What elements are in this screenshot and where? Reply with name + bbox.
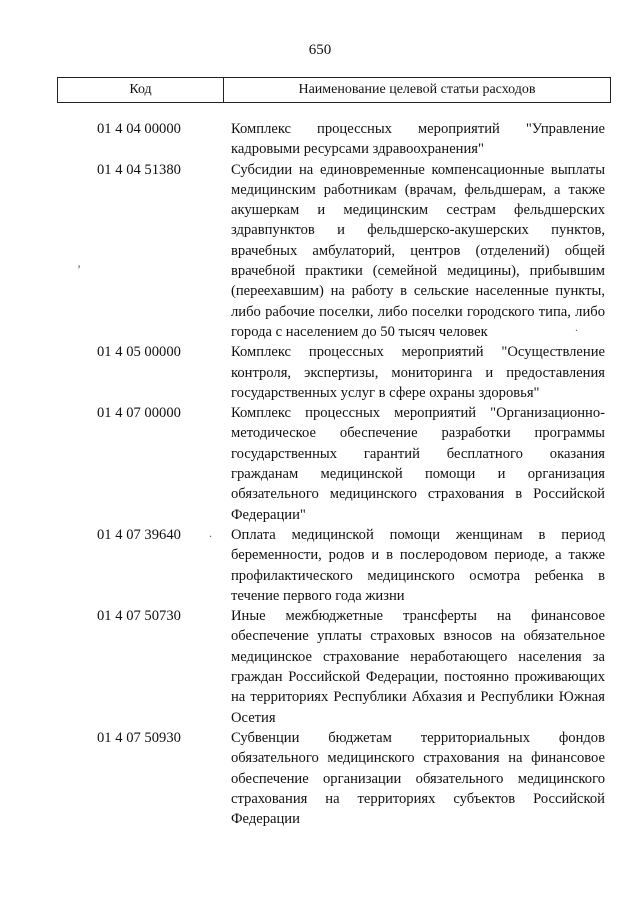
header-code: Код — [58, 78, 224, 102]
table-row — [57, 728, 611, 830]
row-text: Оплата медицинской помощи женщинам в период беременности, родов и в послеродовом периоде, а также профилактического медицинского осмотра ребенка в течение первого года жизни — [231, 526, 605, 604]
table-body — [57, 119, 611, 829]
table-row — [57, 606, 611, 728]
row-code: 01 4 07 39640 — [97, 526, 181, 543]
row-code: 01 4 07 00000 — [97, 405, 181, 422]
row-code: 01 4 05 00000 — [97, 344, 181, 361]
row-code: 01 4 07 50730 — [97, 608, 181, 625]
row-text: Комплекс процессных мероприятий "Управление кадровыми ресурсами здравоохранения" — [231, 121, 605, 158]
row-code: 01 4 04 00000 — [97, 121, 181, 137]
row-text: Иные межбюджетные трансферты на финансовое обеспечение уплаты страховых взносов на обязательное медицинское страхование неработающего населения за граждан Российской Федерации, постоянно проживающих на территориях Республики Абхазия и Республики Южная Осетия — [231, 608, 605, 726]
row-text: Комплекс процессных мероприятий "Организационно-методическое обеспечение разработки программы государственных гарантий бесплатного оказания гражданам медицинской помощи и организация обязательного медицинского страхования в Российской Федерации" — [231, 405, 605, 523]
row-code: 01 4 04 51380 — [97, 161, 181, 178]
scan-speck: ’ — [77, 262, 81, 276]
table-row — [57, 342, 611, 403]
row-text: Субсидии на единовременные компенсационные выплаты медицинским работникам (врачам, фельдшерам, а также акушеркам и медицинским сестрам фельдшерских здравпунктов и фельдшерско-акушерских пунктов, врачебных амбулаторий, центров (отделений) общей врачебной практики (семейной медицины), прибывшим (переехавшим) на работу в сельские населенные пункты, либо рабочие поселки, либо поселки городского типа, либо города с населением до 50 тысяч человек — [231, 161, 605, 340]
table-row — [57, 403, 611, 525]
scan-speck: . — [209, 526, 212, 540]
table-header — [57, 77, 611, 103]
table-row — [57, 119, 611, 160]
row-text: Комплекс процессных мероприятий "Осуществление контроля, экспертизы, мониторинга и предоставления государственных услуг в сфере охраны здоровья" — [231, 344, 605, 401]
row-text: Субвенции бюджетам территориальных фондов обязательного медицинского страхования на финансовое обеспечение организации обязательного медицинского страхования на территориях субъектов Российской Федерации — [231, 729, 605, 828]
row-code: 01 4 07 50930 — [97, 729, 181, 746]
table-row — [57, 525, 611, 606]
scan-speck: . — [575, 320, 578, 334]
table-row — [57, 160, 611, 343]
header-name: Наименование целевой статьи расходов — [298, 82, 536, 97]
page-number: 650 — [308, 42, 332, 58]
